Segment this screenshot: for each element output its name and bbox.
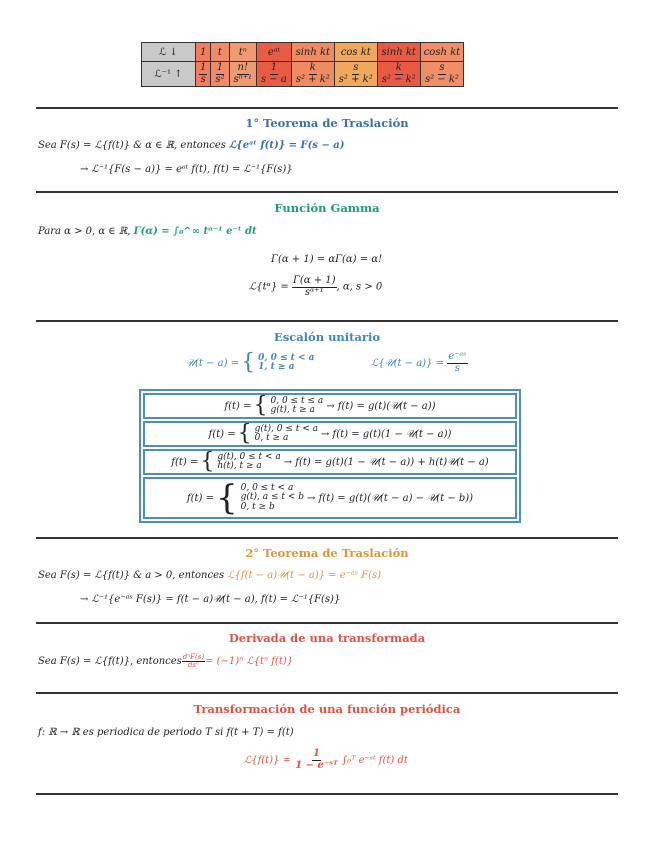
section-title-derivative: Derivada de una transformada [228,631,426,645]
second-shift-line2: → ℒ⁻¹{e⁻ᵃˢ F(s)} = f(t − a)𝒰(t − a), f(t) = ℒ⁻¹{F(s)} [80,594,341,605]
divider [36,793,618,795]
divider [36,537,618,539]
derivative-line1: Sea F(s) = ℒ{f(t)}, entonces $\frac{\text{dⁿF(s)}}{\text{dsⁿ}}$ = (−1)ⁿ ℒ{tⁿ f(t)} [38,653,294,670]
table-cell-transform: $\frac{n!}{\text{sⁿ⁺¹}}$ [229,62,256,87]
step-case-row: f(t) = { g(t), 0 ≤ t < a 0, t ≥ a → f(t) = g(t)(1 − 𝒰(t − a)) [143,421,517,447]
second-shift-line1: Sea F(s) = ℒ{f(t)} & a > 0, entonces ℒ{f(t − a)𝒰(t − a)} = e⁻ᵃˢ F(s) [38,570,382,581]
step-case-row: f(t) = { 0, 0 ≤ t < a g(t), a ≤ t < b 0, t ≥ b → f(t) = g(t)(𝒰(t − a) − 𝒰(t − b)) [143,477,517,519]
divider [36,107,618,109]
table-cell-func: sinh kt [291,43,334,62]
section-title-periodic: Transformación de una función periódica [193,702,461,716]
gamma-line2: Γ(α + 1) = αΓ(α) = α! [271,254,383,265]
laplace-table [141,42,464,87]
divider [36,692,618,694]
table-cell-transform: $\frac{1}{s}$ [196,62,211,87]
table-head-inverse: ℒ⁻¹ ↑ [142,62,196,87]
section-title-step: Escalón unitario [273,330,381,344]
divider [36,191,618,193]
first-shift-line2: → ℒ⁻¹{F(s − a)} = eᵃᵗ f(t), f(t) = ℒ⁻¹{F(s)} [80,164,293,175]
periodic-line1: f: ℝ → ℝ es periodica de periodo T si f(t + T) = f(t) [38,727,294,738]
table-row-transforms [142,62,464,87]
table-cell-func: cos kt [334,43,377,62]
table-cell-func: t [211,43,229,62]
table-cell-func: cosh kt [420,43,463,62]
table-cell-transform: $\frac{1}{s - a}$ [257,62,292,87]
table-cell-transform: $\frac{1}{\text{s²}}$ [211,62,229,87]
step-transform: ℒ{𝒰(t − a)} = $\frac{\text{e⁻ᵃˢ}}{s}$ [371,351,467,374]
table-cell-transform: $\frac{s}{\text{s² + k²}}$ [334,62,377,87]
gamma-line1: Para α > 0, α ∈ ℝ, Γ(α) = ∫₀^∞ tᵅ⁻¹ e⁻ᵗ dt [38,226,257,237]
table-cell-transform: $\frac{k}{\text{s² − k²}}$ [377,62,420,87]
section-title-second-shift: 2° Teorema de Traslación [245,546,409,560]
step-case-row: f(t) = { 0, 0 ≤ t ≤ a g(t), t ≥ a → f(t) = g(t)(𝒰(t − a)) [143,393,517,419]
table-cell-func: eᵃᵗ [257,43,292,62]
table-head-laplace: ℒ ↓ [142,43,196,62]
step-definition: 𝒰(t − a) = { 0, 0 ≤ t < a 1, t ≥ a [186,350,315,375]
section-title-gamma: Función Gamma [274,201,380,215]
table-cell-func: tⁿ [229,43,256,62]
step-case-row: f(t) = { g(t), 0 ≤ t < a h(t), t ≥ a → f(t) = g(t)(1 − 𝒰(t − a)) + h(t)𝒰(t − a) [143,449,517,475]
table-cell-transform: $\frac{s}{\text{s² − k²}}$ [420,62,463,87]
table-cell-func: sinh kt [377,43,420,62]
table-cell-func: 1 [196,43,211,62]
table-row-functions [142,43,464,62]
periodic-line2: ℒ{f(t)} = $\frac{1}{\text{1 − e⁻ˢᵀ}}$ ∫₀ᵀ e⁻ˢᵗ f(t) dt [244,748,408,771]
step-cases-box [139,389,521,523]
gamma-line3: ℒ{tᵅ} = $\frac{\Gamma(\alpha + 1)}{\text{sᵅ⁺¹}}$ , α, s > 0 [249,275,383,298]
divider [36,622,618,624]
table-cell-transform: $\frac{k}{\text{s² + k²}}$ [291,62,334,87]
first-shift-line1: Sea F(s) = ℒ{f(t)} & α ∈ ℝ, entonces ℒ{eᵃᵗ f(t)} = F(s − a) [38,140,345,151]
section-title-first-shift: 1° Teorema de Traslación [245,116,409,130]
divider [36,320,618,322]
